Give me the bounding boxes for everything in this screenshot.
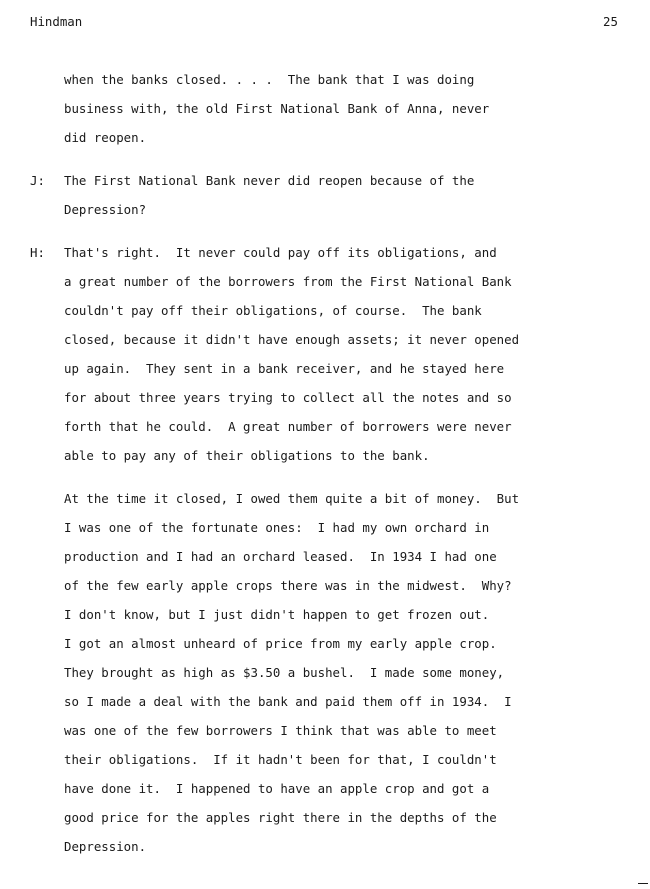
text-line: production and I had an orchard leased. In 1934 I had one xyxy=(64,549,497,564)
speaker-label: H: xyxy=(30,245,45,260)
text-line: Depression? xyxy=(64,202,147,217)
text-line: so I made a deal with the bank and paid them off in 1934. I xyxy=(64,694,512,709)
page-edge-mark xyxy=(638,883,648,884)
text-line: That's right. It never could pay off its obligations, and xyxy=(64,245,497,260)
text-line: good price for the apples right there in the depths of the xyxy=(64,810,497,825)
text-line: business with, the old First National Bank of Anna, never xyxy=(64,101,490,116)
text-line: a great number of the borrowers from the First National Bank xyxy=(64,274,512,289)
text-line: The First National Bank never did reopen because of the xyxy=(64,173,475,188)
text-line: was one of the few borrowers I think that was able to meet xyxy=(64,723,497,738)
text-line: have done it. I happened to have an apple crop and got a xyxy=(64,781,490,796)
text-line: I was one of the fortunate ones: I had my own orchard in xyxy=(64,520,490,535)
text-line: They brought as high as $3.50 a bushel. I made some money, xyxy=(64,665,505,680)
text-line: their obligations. If it hadn't been for that, I couldn't xyxy=(64,752,497,767)
text-line: did reopen. xyxy=(64,130,147,145)
text-line: forth that he could. A great number of borrowers were never xyxy=(64,419,512,434)
text-line: At the time it closed, I owed them quite a bit of money. But xyxy=(64,491,520,506)
speaker-label: J: xyxy=(30,173,45,188)
text-line: of the few early apple crops there was in the midwest. Why? xyxy=(64,578,512,593)
text-line: Depression. xyxy=(64,839,147,854)
text-line: I don't know, but I just didn't happen to get frozen out. xyxy=(64,607,490,622)
page-number: 25 xyxy=(603,14,618,29)
text-line: able to pay any of their obligations to the bank. xyxy=(64,448,430,463)
text-line: for about three years trying to collect all the notes and so xyxy=(64,390,512,405)
text-line: up again. They sent in a bank receiver, and he stayed here xyxy=(64,361,505,376)
header-interviewee-name: Hindman xyxy=(30,14,83,29)
text-line: when the banks closed. . . . The bank that I was doing xyxy=(64,72,475,87)
text-line: I got an almost unheard of price from my early apple crop. xyxy=(64,636,497,651)
text-line: couldn't pay off their obligations, of course. The bank xyxy=(64,303,482,318)
text-line: closed, because it didn't have enough assets; it never opened xyxy=(64,332,520,347)
